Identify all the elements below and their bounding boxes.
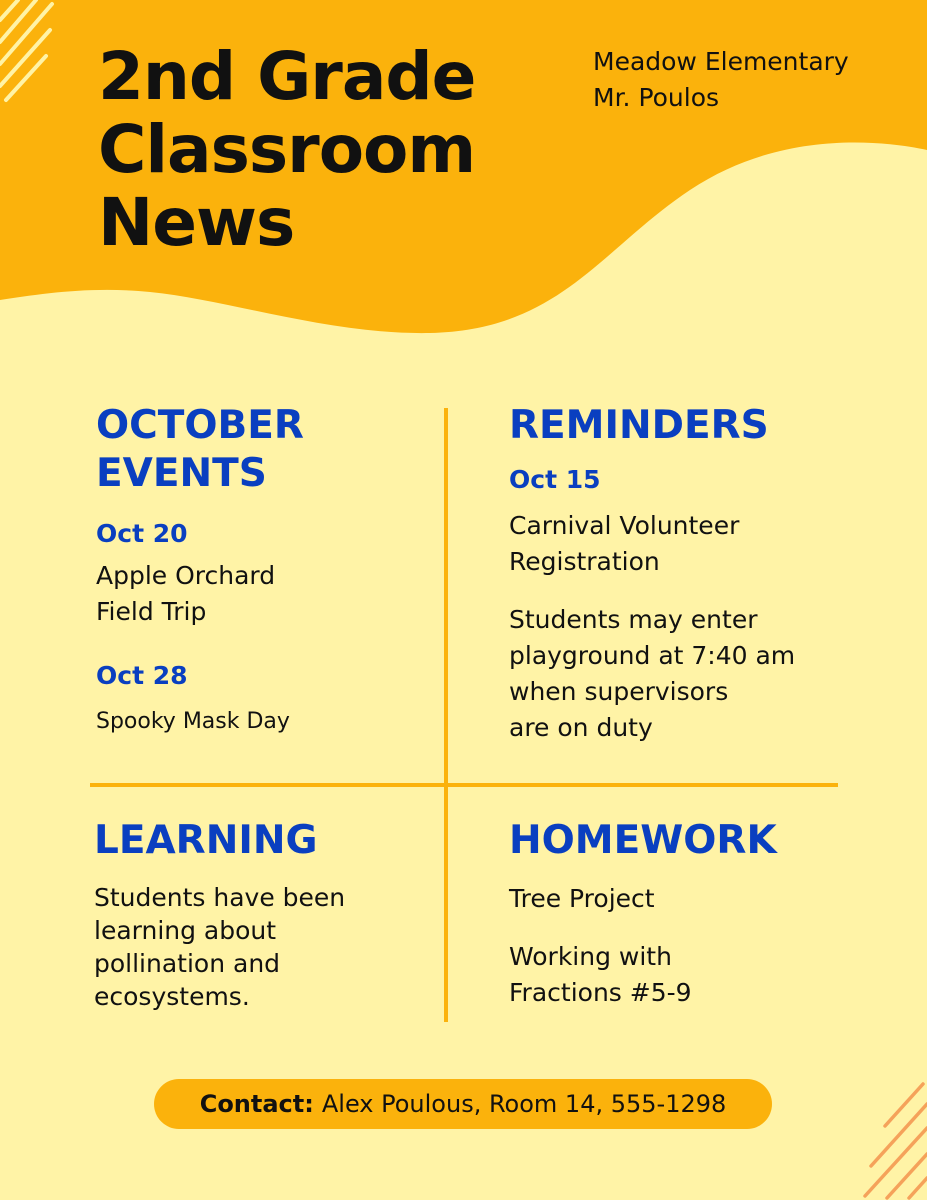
homework-line: Fractions #5-9 [509,978,692,1007]
section-heading: REMINDERS [509,403,769,448]
reminders-section [509,402,795,746]
newsletter-title [98,40,568,259]
title-line: 2nd Grade [98,38,476,115]
october-events-section [96,402,304,740]
vertical-divider [444,408,448,1022]
section-heading: HOMEWORK [509,818,777,863]
section-heading: LEARNING [94,818,318,863]
school-info [593,44,849,116]
event-line: Apple Orchard [96,561,276,590]
contact-banner [154,1079,772,1129]
decorative-stripes-top-left [0,0,60,110]
homework-item [509,939,777,1011]
homework-line: Tree Project [509,884,655,913]
homework-item [509,881,777,917]
contact-details: Alex Poulous, Room 14, 555-1298 [321,1090,727,1118]
learning-line: pollination and [94,949,281,978]
event-line: Spooky Mask Day [96,709,290,734]
reminder-line: when supervisors [509,677,729,706]
reminder-line: playground at 7:40 am [509,641,796,670]
event-line: Field Trip [96,597,207,626]
heading-line: EVENTS [96,451,267,496]
learning-line: ecosystems. [94,982,250,1011]
title-line: News [98,184,295,261]
learning-text [94,881,345,1013]
horizontal-divider [90,783,838,787]
event-date: Oct 20 [96,519,188,548]
decorative-stripes-bottom-right [857,1080,927,1200]
event-date: Oct 28 [96,661,188,690]
school-name: Meadow Elementary [593,47,849,76]
learning-line: Students have been [94,883,346,912]
reminder-line: Registration [509,547,660,576]
homework-section [509,817,777,1011]
heading-line: OCTOBER [96,403,304,448]
reminder-item [509,602,795,746]
learning-section [94,817,345,1013]
learning-line: learning about [94,916,277,945]
reminder-date: Oct 15 [509,465,601,494]
title-line: Classroom [98,111,476,188]
event-description [96,558,304,630]
teacher-name: Mr. Poulos [593,83,720,112]
contact-label: Contact: [199,1090,314,1118]
reminder-line: are on duty [509,713,653,742]
section-heading [96,402,304,498]
reminder-item [509,508,795,580]
reminder-line: Students may enter [509,605,758,634]
event-description [96,704,304,740]
homework-line: Working with [509,942,672,971]
reminder-line: Carnival Volunteer [509,511,740,540]
